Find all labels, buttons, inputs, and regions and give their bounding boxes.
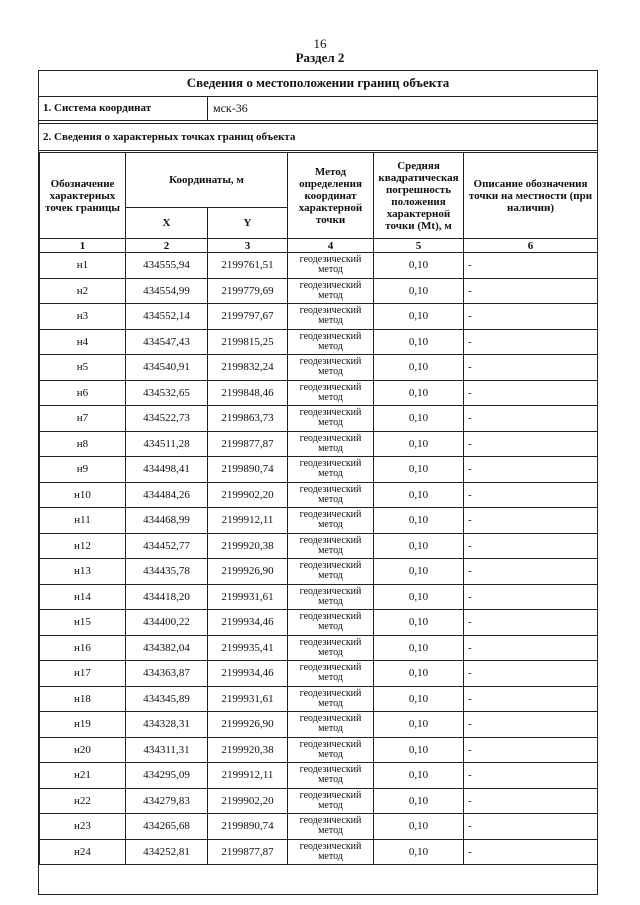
method-cell: геодезический метод (288, 839, 374, 865)
point-id-cell: н7 (40, 406, 126, 432)
section-title: Раздел 2 (295, 50, 345, 65)
table-row (40, 839, 598, 865)
point-id-cell: н20 (40, 737, 126, 763)
point-id-cell: н9 (40, 457, 126, 483)
description-cell: - (464, 661, 598, 687)
coordinate-system-row (39, 96, 597, 121)
y-coordinate-cell: 2199935,41 (208, 635, 288, 661)
x-coordinate-cell: 434554,99 (126, 278, 208, 304)
x-coordinate-cell: 434345,89 (126, 686, 208, 712)
coordinate-system-value: мск-36 (213, 101, 248, 115)
error-cell: 0,10 (374, 712, 464, 738)
error-cell: 0,10 (374, 253, 464, 279)
table-row (40, 712, 598, 738)
method-cell: геодезический метод (288, 533, 374, 559)
col-designation: Обозначение характерных точек границы (40, 153, 126, 239)
col-error: Средняя квадратическая погрешность положения характерной точки (Мt), м (374, 153, 464, 239)
table-row (40, 329, 598, 355)
table-row (40, 457, 598, 483)
y-coordinate-cell: 2199902,20 (208, 482, 288, 508)
y-coordinate-cell: 2199815,25 (208, 329, 288, 355)
method-cell: геодезический метод (288, 661, 374, 687)
table-row (40, 533, 598, 559)
x-coordinate-cell: 434552,14 (126, 304, 208, 330)
table-row (40, 814, 598, 840)
x-coordinate-cell: 434418,20 (126, 584, 208, 610)
table-row (40, 380, 598, 406)
method-cell: геодезический метод (288, 584, 374, 610)
table-row (40, 763, 598, 789)
y-coordinate-cell: 2199926,90 (208, 559, 288, 585)
boundary-info-frame (38, 70, 598, 895)
x-coordinate-cell: 434328,31 (126, 712, 208, 738)
document-title: Сведения о местоположении границ объекта (39, 71, 597, 97)
error-cell: 0,10 (374, 661, 464, 687)
x-coordinate-cell: 434363,87 (126, 661, 208, 687)
description-cell: - (464, 329, 598, 355)
point-id-cell: н22 (40, 788, 126, 814)
method-cell: геодезический метод (288, 712, 374, 738)
column-numbers-row (40, 239, 598, 253)
point-id-cell: н6 (40, 380, 126, 406)
description-cell: - (464, 737, 598, 763)
point-id-cell: н3 (40, 304, 126, 330)
description-cell: - (464, 635, 598, 661)
method-cell: геодезический метод (288, 635, 374, 661)
method-cell: геодезический метод (288, 610, 374, 636)
error-cell: 0,10 (374, 431, 464, 457)
error-cell: 0,10 (374, 635, 464, 661)
x-coordinate-cell: 434540,91 (126, 355, 208, 381)
table-row (40, 304, 598, 330)
coordinate-system-divider (207, 96, 208, 120)
col-x: X (126, 208, 208, 239)
error-cell: 0,10 (374, 304, 464, 330)
method-cell: геодезический метод (288, 737, 374, 763)
point-id-cell: н24 (40, 839, 126, 865)
points-section-title: 2. Сведения о характерных точках границ объекта (39, 123, 597, 151)
description-cell: - (464, 763, 598, 789)
point-id-cell: н21 (40, 763, 126, 789)
point-id-cell: н8 (40, 431, 126, 457)
page-number: 16 (313, 36, 327, 51)
description-cell: - (464, 610, 598, 636)
description-cell: - (464, 304, 598, 330)
x-coordinate-cell: 434311,31 (126, 737, 208, 763)
table-row (40, 635, 598, 661)
table-row (40, 431, 598, 457)
method-cell: геодезический метод (288, 814, 374, 840)
method-cell: геодезический метод (288, 355, 374, 381)
description-cell: - (464, 788, 598, 814)
point-id-cell: н23 (40, 814, 126, 840)
description-cell: - (464, 278, 598, 304)
y-coordinate-cell: 2199902,20 (208, 788, 288, 814)
y-coordinate-cell: 2199848,46 (208, 380, 288, 406)
point-id-cell: н5 (40, 355, 126, 381)
point-id-cell: н19 (40, 712, 126, 738)
col-number: 3 (208, 239, 288, 253)
method-cell: геодезический метод (288, 508, 374, 534)
method-cell: геодезический метод (288, 457, 374, 483)
y-coordinate-cell: 2199761,51 (208, 253, 288, 279)
coordinate-system-label: 1. Система координат (43, 102, 152, 114)
description-cell: - (464, 457, 598, 483)
col-number: 6 (464, 239, 598, 253)
table-row (40, 686, 598, 712)
method-cell: геодезический метод (288, 686, 374, 712)
x-coordinate-cell: 434547,43 (126, 329, 208, 355)
method-cell: геодезический метод (288, 380, 374, 406)
point-id-cell: н17 (40, 661, 126, 687)
x-coordinate-cell: 434252,81 (126, 839, 208, 865)
y-coordinate-cell: 2199877,87 (208, 839, 288, 865)
y-coordinate-cell: 2199926,90 (208, 712, 288, 738)
table-row (40, 278, 598, 304)
x-coordinate-cell: 434498,41 (126, 457, 208, 483)
description-cell: - (464, 533, 598, 559)
y-coordinate-cell: 2199890,74 (208, 814, 288, 840)
error-cell: 0,10 (374, 380, 464, 406)
table-row (40, 559, 598, 585)
description-cell: - (464, 508, 598, 534)
y-coordinate-cell: 2199931,61 (208, 686, 288, 712)
x-coordinate-cell: 434295,09 (126, 763, 208, 789)
table-row (40, 253, 598, 279)
point-id-cell: н12 (40, 533, 126, 559)
table-row (40, 788, 598, 814)
y-coordinate-cell: 2199920,38 (208, 533, 288, 559)
table-row (40, 406, 598, 432)
table-row (40, 508, 598, 534)
error-cell: 0,10 (374, 686, 464, 712)
table-row (40, 584, 598, 610)
error-cell: 0,10 (374, 278, 464, 304)
points-table (39, 152, 598, 865)
point-id-cell: н1 (40, 253, 126, 279)
x-coordinate-cell: 434511,28 (126, 431, 208, 457)
x-coordinate-cell: 434435,78 (126, 559, 208, 585)
y-coordinate-cell: 2199890,74 (208, 457, 288, 483)
method-cell: геодезический метод (288, 482, 374, 508)
error-cell: 0,10 (374, 533, 464, 559)
error-cell: 0,10 (374, 584, 464, 610)
error-cell: 0,10 (374, 329, 464, 355)
error-cell: 0,10 (374, 814, 464, 840)
col-y: Y (208, 208, 288, 239)
y-coordinate-cell: 2199912,11 (208, 763, 288, 789)
method-cell: геодезический метод (288, 559, 374, 585)
x-coordinate-cell: 434532,65 (126, 380, 208, 406)
method-cell: геодезический метод (288, 329, 374, 355)
table-row (40, 661, 598, 687)
y-coordinate-cell: 2199912,11 (208, 508, 288, 534)
table-row (40, 482, 598, 508)
description-cell: - (464, 584, 598, 610)
table-row (40, 610, 598, 636)
col-coordinates: Координаты, м (126, 153, 288, 208)
x-coordinate-cell: 434279,83 (126, 788, 208, 814)
col-number: 5 (374, 239, 464, 253)
method-cell: геодезический метод (288, 406, 374, 432)
point-id-cell: н10 (40, 482, 126, 508)
description-cell: - (464, 406, 598, 432)
col-number: 2 (126, 239, 208, 253)
point-id-cell: н11 (40, 508, 126, 534)
x-coordinate-cell: 434522,73 (126, 406, 208, 432)
error-cell: 0,10 (374, 763, 464, 789)
error-cell: 0,10 (374, 482, 464, 508)
y-coordinate-cell: 2199877,87 (208, 431, 288, 457)
point-id-cell: н13 (40, 559, 126, 585)
point-id-cell: н18 (40, 686, 126, 712)
description-cell: - (464, 482, 598, 508)
x-coordinate-cell: 434468,99 (126, 508, 208, 534)
description-cell: - (464, 814, 598, 840)
y-coordinate-cell: 2199920,38 (208, 737, 288, 763)
x-coordinate-cell: 434265,68 (126, 814, 208, 840)
error-cell: 0,10 (374, 508, 464, 534)
error-cell: 0,10 (374, 839, 464, 865)
col-description: Описание обозначения точки на местности (при наличии) (464, 153, 598, 239)
error-cell: 0,10 (374, 406, 464, 432)
description-cell: - (464, 431, 598, 457)
error-cell: 0,10 (374, 559, 464, 585)
point-id-cell: н15 (40, 610, 126, 636)
point-id-cell: н16 (40, 635, 126, 661)
method-cell: геодезический метод (288, 278, 374, 304)
method-cell: геодезический метод (288, 304, 374, 330)
point-id-cell: н2 (40, 278, 126, 304)
col-method: Метод определения координат характерной точки (288, 153, 374, 239)
description-cell: - (464, 839, 598, 865)
error-cell: 0,10 (374, 355, 464, 381)
y-coordinate-cell: 2199863,73 (208, 406, 288, 432)
x-coordinate-cell: 434400,22 (126, 610, 208, 636)
description-cell: - (464, 380, 598, 406)
y-coordinate-cell: 2199797,67 (208, 304, 288, 330)
method-cell: геодезический метод (288, 763, 374, 789)
description-cell: - (464, 355, 598, 381)
table-row (40, 355, 598, 381)
description-cell: - (464, 712, 598, 738)
method-cell: геодезический метод (288, 431, 374, 457)
description-cell: - (464, 253, 598, 279)
x-coordinate-cell: 434484,26 (126, 482, 208, 508)
points-table-body (40, 253, 598, 865)
y-coordinate-cell: 2199832,24 (208, 355, 288, 381)
point-id-cell: н4 (40, 329, 126, 355)
col-number: 1 (40, 239, 126, 253)
y-coordinate-cell: 2199934,46 (208, 610, 288, 636)
description-cell: - (464, 686, 598, 712)
x-coordinate-cell: 434382,04 (126, 635, 208, 661)
y-coordinate-cell: 2199779,69 (208, 278, 288, 304)
description-cell: - (464, 559, 598, 585)
error-cell: 0,10 (374, 457, 464, 483)
x-coordinate-cell: 434555,94 (126, 253, 208, 279)
y-coordinate-cell: 2199931,61 (208, 584, 288, 610)
point-id-cell: н14 (40, 584, 126, 610)
method-cell: геодезический метод (288, 788, 374, 814)
method-cell: геодезический метод (288, 253, 374, 279)
y-coordinate-cell: 2199934,46 (208, 661, 288, 687)
table-row (40, 737, 598, 763)
error-cell: 0,10 (374, 788, 464, 814)
error-cell: 0,10 (374, 737, 464, 763)
x-coordinate-cell: 434452,77 (126, 533, 208, 559)
col-number: 4 (288, 239, 374, 253)
error-cell: 0,10 (374, 610, 464, 636)
